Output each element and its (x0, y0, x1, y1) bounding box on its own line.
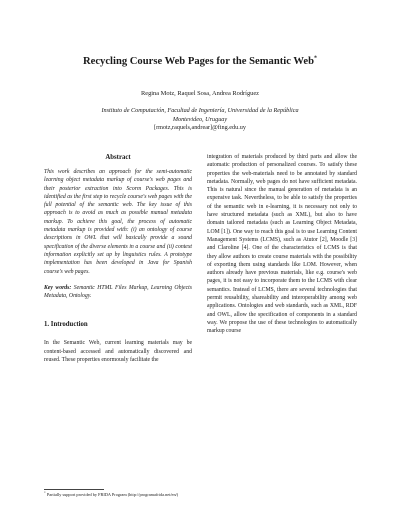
introduction-text-left: In the Semantic Web, current learning materials may be content-based accessed and automatically discovered and reused. These properties enormously facilitate the (44, 340, 192, 364)
right-column (207, 153, 357, 336)
title-footnote-marker: * (313, 55, 317, 62)
introduction-text-right: integration of materials produced by third parts and allow the automatic production of personalized courses. To satisfy these properties the web-materials need to be annotated by standard metadata. Normally, web pages do not have sufficient metadata. This is natural since the manual generation of metadata is an expensive task. Nevertheless, to be able to satisfy the properties of the semantic web in e-learning, it is necessary not only to have structured metadata (such as XML), but also to have domain tailored metadata (such as Learning Object Metadata, LOM [1]). One way to reach this goal is to use Learning Content Management Systems (LCMS), such as Atutor [2], Moodle [3] and Claroline [4]. One of the characteristics of LCMS is that they allow authors to create course materials with the possibility of exporting them using standards like LOM. However, when authors already have previous materials, like e.g. course's web pages, it is not easy to incorporate them to the LCMS with clear semantics. Instead of LCMS, there are several technologies that permit reusability, shareability and interoperability among web applications. Ontologies and web standards, such as XML, RDF and OWL, allow the specification of components in a standard way. We propose the use of these technologies to automatically markup course (207, 154, 357, 335)
keywords-text: Semantic HTML Files Markup, Learning Objects Metadata, Ontology. (44, 284, 193, 300)
abstract-heading: Abstract (105, 154, 131, 161)
affiliation-institution: Instituto de Computación, Facultad de Ingeniería, Universidad de la República (101, 107, 299, 114)
affiliation-location: Montevideo, Uruguay (172, 115, 228, 123)
footnote-text: Partially support provided by FRIDA Program (http://programafrida.net/en/) (46, 492, 179, 497)
keywords-label: Key words: (44, 284, 72, 291)
affiliation (0, 107, 400, 133)
keywords (44, 284, 192, 301)
abstract-text: This work describes an approach for the semi-automatic learning object metadata markup of course's web pages and their posterior extraction into Scorm Packages. This is identified as the first step to recycle course's web pages with the full potential of the semantic web. The key issue of this approach is to avoid as much as possible manual metadata markup. To achieve this goal, the process of automatic metadata markup is provided with: (i) an ontology of course descriptions in OWL that will basically provide a sound specification of the diverse elements in a course and (ii) context information explicitly set up by linguistics rules. A prototype implementation has been developed in Java for Spanish course's web pages. (44, 169, 192, 275)
title-text: Recycling Course Web Pages for the Semantic Web (83, 56, 314, 67)
footnote-divider (44, 489, 104, 490)
author-emails: [rmotz,raquels,andrear]@fing.edu.uy (154, 124, 246, 132)
paper-title (0, 55, 400, 68)
footnote (44, 492, 364, 498)
left-column (44, 153, 192, 364)
introduction-heading: 1. Introduction (44, 321, 88, 329)
authors: Regina Motz, Raquel Sosa, Andrea Rodríguez (140, 90, 260, 97)
footnote-marker: * (44, 490, 46, 495)
